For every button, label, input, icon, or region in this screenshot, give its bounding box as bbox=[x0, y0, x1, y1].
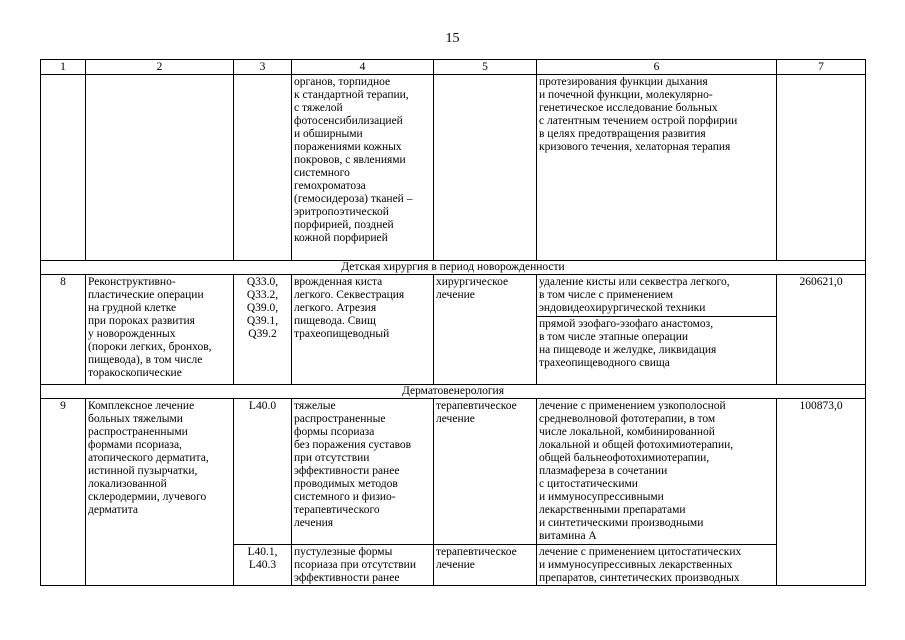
treatment-method bbox=[537, 399, 777, 545]
col-header-7: 7 bbox=[777, 60, 866, 75]
text-line: (гемосидероза) тканей – bbox=[294, 193, 413, 205]
text-line: Q39.0, bbox=[246, 302, 279, 314]
text-line: Q33.0, bbox=[246, 276, 279, 288]
text-line: трахеопищеводный bbox=[294, 328, 390, 340]
treatment-method bbox=[537, 317, 777, 385]
text-line: лечение bbox=[436, 559, 475, 571]
cell-treatment bbox=[434, 75, 537, 261]
text-line: и иммуносупрессивных лекарственных bbox=[539, 559, 733, 571]
treatment-type bbox=[434, 275, 537, 385]
text-line: и обширными bbox=[294, 128, 363, 140]
row-number: 9 bbox=[41, 399, 86, 586]
diagnosis-codes bbox=[234, 275, 292, 385]
text-line: хирургическое bbox=[436, 276, 509, 288]
text-line: терапевтическое bbox=[436, 400, 517, 412]
text-line: пустулезные формы bbox=[294, 546, 393, 558]
text-line: распространенные bbox=[294, 413, 386, 425]
text-line: лекарственными препаратами bbox=[539, 504, 686, 516]
text-line: торакоскопические bbox=[88, 367, 182, 379]
text-line: и почечной функции, молекулярно- bbox=[539, 89, 713, 101]
text-line: L40.0 bbox=[248, 400, 277, 412]
text-line: атопического дерматита, bbox=[88, 452, 209, 464]
text-line: Реконструктивно- bbox=[88, 276, 176, 288]
text-line: дерматита bbox=[88, 504, 138, 516]
text-line: при пороках развития bbox=[88, 315, 195, 327]
treatment-method bbox=[537, 275, 777, 317]
text-line: фотосенсибилизацией bbox=[294, 115, 403, 127]
section-title-pediatric-surgery: Детская хирургия в период новорожденности bbox=[41, 261, 866, 275]
text-line: проводимых методов bbox=[294, 478, 398, 490]
col-header-4: 4 bbox=[292, 60, 434, 75]
patient-model bbox=[292, 399, 434, 545]
text-line: лечение с применением узкополосной bbox=[539, 400, 726, 412]
patient-model bbox=[292, 545, 434, 586]
cell-name bbox=[86, 75, 234, 261]
text-line: органов, торпидное bbox=[294, 76, 391, 88]
treatment-type bbox=[434, 545, 537, 586]
text-line: протезирования функции дыхания bbox=[539, 76, 708, 88]
cell-cost bbox=[777, 75, 866, 261]
text-line: легкого. Атрезия bbox=[294, 302, 377, 314]
service-name bbox=[86, 275, 234, 385]
text-line: распространенными bbox=[88, 426, 188, 438]
continued-row bbox=[41, 75, 866, 261]
text-line: формы псориаза bbox=[294, 426, 375, 438]
text-line: на грудной клетке bbox=[88, 302, 177, 314]
text-line: эффективности ранее bbox=[294, 465, 400, 477]
text-line: без поражения суставов bbox=[294, 439, 412, 451]
services-table bbox=[40, 59, 866, 586]
diagnosis-codes bbox=[234, 399, 292, 545]
text-line: кожной порфирией bbox=[294, 232, 388, 244]
text-line: и синтетическими производными bbox=[539, 517, 704, 529]
service-name bbox=[86, 399, 234, 586]
treatment-method bbox=[537, 545, 777, 586]
text-line: Комплексное лечение bbox=[88, 400, 195, 412]
cell-model bbox=[292, 75, 434, 261]
text-line: трахеопищеводного свища bbox=[539, 357, 670, 369]
text-line: Q33.2, bbox=[246, 289, 279, 301]
text-line: с цитостатическими bbox=[539, 478, 638, 490]
patient-model bbox=[292, 275, 434, 385]
text-line: терапевтическое bbox=[436, 546, 517, 558]
section-title-dermatovenerology: Дерматовенерология bbox=[41, 385, 866, 399]
text-line: поражениями кожных bbox=[294, 141, 402, 153]
text-line: локальной и общей фотохимиотерапии, bbox=[539, 439, 734, 451]
text-line: эндовидеохирургической техники bbox=[539, 302, 706, 314]
text-line: легкого. Секвестрация bbox=[294, 289, 405, 301]
col-header-2: 2 bbox=[86, 60, 234, 75]
text-line: с тяжелой bbox=[294, 102, 343, 114]
col-header-6: 6 bbox=[537, 60, 777, 75]
text-line: пищевода), в том числе bbox=[88, 354, 203, 366]
column-number-header-row bbox=[41, 60, 866, 75]
text-line: L40.3 bbox=[248, 559, 277, 571]
text-line: формами псориаза, bbox=[88, 439, 182, 451]
text-line: удаление кисты или секвестра легкого, bbox=[539, 276, 730, 288]
table-row-8a bbox=[41, 275, 866, 317]
text-line: к стандартной терапии, bbox=[294, 89, 409, 101]
text-line: числе локальной, комбинированной bbox=[539, 426, 715, 438]
text-line: эритропоэтической bbox=[294, 206, 389, 218]
cell-codes bbox=[234, 75, 292, 261]
text-line: с латентным течением острой порфирии bbox=[539, 115, 738, 127]
text-line: витамина А bbox=[539, 530, 597, 542]
col-header-5: 5 bbox=[434, 60, 537, 75]
text-line: тяжелые bbox=[294, 400, 336, 412]
text-line: лечение bbox=[436, 413, 475, 425]
text-line: системного и физио- bbox=[294, 491, 396, 503]
text-line: системного bbox=[294, 167, 350, 179]
text-line: лечения bbox=[294, 517, 334, 529]
row-number: 8 bbox=[41, 275, 86, 385]
text-line: общей бальнеофотохимиотерапии, bbox=[539, 452, 710, 464]
page-number: 15 bbox=[445, 31, 460, 46]
text-line: плазмафереза в сочетании bbox=[539, 465, 668, 477]
text-line: склеродермии, лучевого bbox=[88, 491, 207, 503]
text-line: при отсутствии bbox=[294, 452, 370, 464]
text-line: Q39.1, bbox=[246, 315, 279, 327]
text-line: у новорожденных bbox=[88, 328, 176, 340]
text-line: (пороки легких, бронхов, bbox=[88, 341, 212, 353]
cost-value: 100873,0 bbox=[777, 399, 866, 586]
text-line: пищевода. Свищ bbox=[294, 315, 376, 327]
text-line: покровов, с явлениями bbox=[294, 154, 406, 166]
diagnosis-codes bbox=[234, 545, 292, 586]
text-line: L40.1, bbox=[247, 546, 278, 558]
cost-value: 260621,0 bbox=[777, 275, 866, 385]
table-row-9a bbox=[41, 399, 866, 545]
text-line: гемохроматоза bbox=[294, 180, 366, 192]
text-line: лечение bbox=[436, 289, 475, 301]
section-row bbox=[41, 385, 866, 399]
text-line: средневолновой фототерапии, в том bbox=[539, 413, 716, 425]
cell-method bbox=[537, 75, 777, 261]
col-header-3: 3 bbox=[234, 60, 292, 75]
treatment-type bbox=[434, 399, 537, 545]
text-line: истинной пузырчатки, bbox=[88, 465, 198, 477]
col-header-1: 1 bbox=[41, 60, 86, 75]
text-line: генетическое исследование больных bbox=[539, 102, 718, 114]
text-line: на пищеводе и желудке, ликвидация bbox=[539, 344, 717, 356]
text-line: локализованной bbox=[88, 478, 167, 490]
cell-num bbox=[41, 75, 86, 261]
text-line: псориаза при отсутствии bbox=[294, 559, 416, 571]
text-line: врожденная киста bbox=[294, 276, 383, 288]
text-line: пластические операции bbox=[88, 289, 204, 301]
section-row bbox=[41, 261, 866, 275]
text-line: прямой эзофаго-эзофаго анастомоз, bbox=[539, 318, 714, 330]
text-line: лечение с применением цитостатических bbox=[539, 546, 742, 558]
text-line: и иммуносупрессивными bbox=[539, 491, 664, 503]
text-line: терапевтического bbox=[294, 504, 380, 516]
text-line: эффективности ранее bbox=[294, 572, 400, 584]
text-line: больных тяжелыми bbox=[88, 413, 183, 425]
text-line: порфирией, поздней bbox=[294, 219, 394, 231]
text-line: в том числе с применением bbox=[539, 289, 673, 301]
text-line: в целях предотвращения развития bbox=[539, 128, 706, 140]
text-line: препаратов, синтетических производных bbox=[539, 572, 740, 584]
text-line: Q39.2 bbox=[248, 328, 277, 340]
text-line: кризового течения, хелаторная терапия bbox=[539, 141, 731, 153]
text-line: в том числе этапные операции bbox=[539, 331, 689, 343]
